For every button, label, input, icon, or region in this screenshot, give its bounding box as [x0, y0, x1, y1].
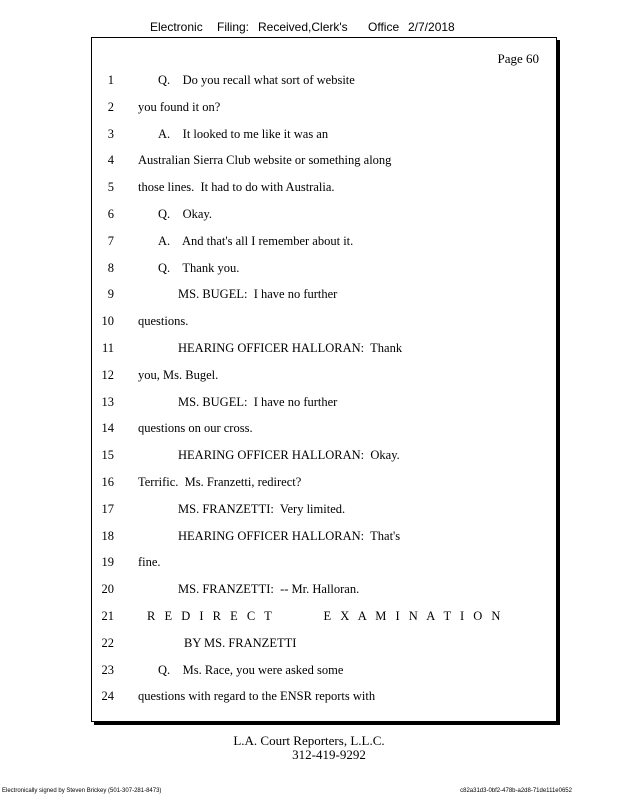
line-number: 9 — [107, 287, 114, 302]
transcript-line — [92, 261, 532, 279]
line-number: 22 — [101, 635, 114, 650]
line-text: Q. Do you recall what sort of website — [158, 73, 355, 87]
transcript-line — [92, 582, 532, 600]
court-reporter-name: L.A. Court Reporters, L.L.C. — [233, 733, 385, 748]
line-number: 14 — [101, 421, 114, 436]
line-number: 3 — [107, 126, 114, 141]
line-text: MS. BUGEL: I have no further — [178, 394, 338, 409]
line-text: Terrific. Ms. Franzetti, redirect? — [138, 475, 302, 489]
line-number: 7 — [107, 233, 114, 248]
transcript-line — [92, 502, 532, 520]
line-text: HEARING OFFICER HALLORAN: Thank — [178, 341, 403, 355]
line-text: questions on our cross. — [138, 421, 253, 436]
line-text: HEARING OFFICER HALLORAN: That's — [178, 528, 401, 543]
line-number: 11 — [101, 341, 114, 355]
transcript-line — [92, 395, 532, 413]
line-number: 8 — [107, 260, 114, 275]
line-number: 23 — [101, 662, 114, 677]
filing-header-word-electronic: Electronic — [150, 20, 203, 34]
line-text: you found it on? — [138, 99, 221, 114]
line-text: Australian Sierra Club website or something along — [138, 153, 392, 168]
transcript-line — [92, 529, 532, 547]
line-number: 17 — [101, 501, 114, 516]
line-text: Q. Thank you. — [158, 260, 240, 275]
line-number: 19 — [101, 555, 114, 570]
line-number: 10 — [101, 314, 114, 329]
line-number: 16 — [101, 475, 114, 489]
transcript-line — [92, 287, 532, 305]
transcript-line — [92, 73, 532, 91]
filing-date: 2/7/2018 — [408, 20, 455, 34]
line-number: 13 — [101, 394, 114, 409]
line-text: fine. — [138, 555, 161, 570]
line-text: MS. BUGEL: I have no further — [178, 287, 338, 302]
transcript-line — [92, 127, 532, 145]
transcript-line — [92, 207, 532, 225]
transcript-line — [92, 448, 532, 466]
transcript-line — [92, 555, 532, 573]
line-number: 18 — [101, 528, 114, 543]
line-number: 2 — [107, 99, 114, 114]
line-text: you, Ms. Bugel. — [138, 367, 219, 382]
line-text: HEARING OFFICER HALLORAN: Okay. — [178, 448, 400, 463]
line-text: questions with regard to the ENSR reports with — [138, 689, 376, 704]
line-number: 20 — [101, 582, 114, 597]
line-number: 12 — [101, 367, 114, 382]
electronic-signature-note: Electronically signed by Steven Brickey (501-307-281-8473) — [2, 788, 162, 794]
transcript-line — [92, 421, 532, 439]
transcript-line — [92, 609, 532, 627]
line-text: Q. Okay. — [158, 207, 213, 221]
filing-header-word-received: Received,Clerk's — [258, 20, 348, 34]
line-number: 15 — [101, 448, 114, 463]
transcript-line — [92, 475, 532, 493]
line-text: those lines. It had to do with Australia. — [138, 180, 335, 195]
line-text: MS. FRANZETTI: -- Mr. Halloran. — [178, 582, 360, 597]
footer — [0, 734, 618, 762]
transcript-line — [92, 180, 532, 198]
line-number: 21 — [101, 609, 114, 623]
filing-header-word-filing: Filing: — [217, 20, 250, 34]
document-id: c82a31d3-0bf2-478b-a2d8-71de111e0652 — [460, 788, 572, 794]
court-reporter-phone: 312-419-9292 — [292, 747, 366, 762]
line-number: 6 — [107, 207, 114, 221]
line-number: 5 — [107, 180, 114, 195]
transcript-page — [91, 37, 557, 722]
line-text: BY MS. FRANZETTI — [184, 635, 297, 650]
line-text: MS. FRANZETTI: Very limited. — [178, 501, 346, 516]
transcript-line — [92, 314, 532, 332]
transcript-line — [92, 100, 532, 118]
page-number: Page 60 — [497, 51, 539, 66]
transcript-line — [92, 663, 532, 681]
line-text: R E D I R E C T E X A M I N A T I O N — [147, 609, 504, 623]
transcript-line — [92, 153, 532, 171]
transcript-line — [92, 689, 532, 707]
line-text: Q. Ms. Race, you were asked some — [158, 662, 344, 677]
line-text: questions. — [138, 314, 189, 329]
transcript-line — [92, 368, 532, 386]
line-text: A. And that's all I remember about it. — [158, 233, 354, 248]
transcript-line — [92, 234, 532, 252]
line-number: 4 — [107, 153, 114, 168]
line-text: A. It looked to me like it was an — [158, 126, 329, 141]
transcript-line — [92, 636, 532, 654]
line-number: 24 — [101, 689, 114, 704]
transcript-line — [92, 341, 532, 359]
filing-header-word-office: Office — [368, 20, 400, 34]
line-number: 1 — [107, 73, 114, 87]
